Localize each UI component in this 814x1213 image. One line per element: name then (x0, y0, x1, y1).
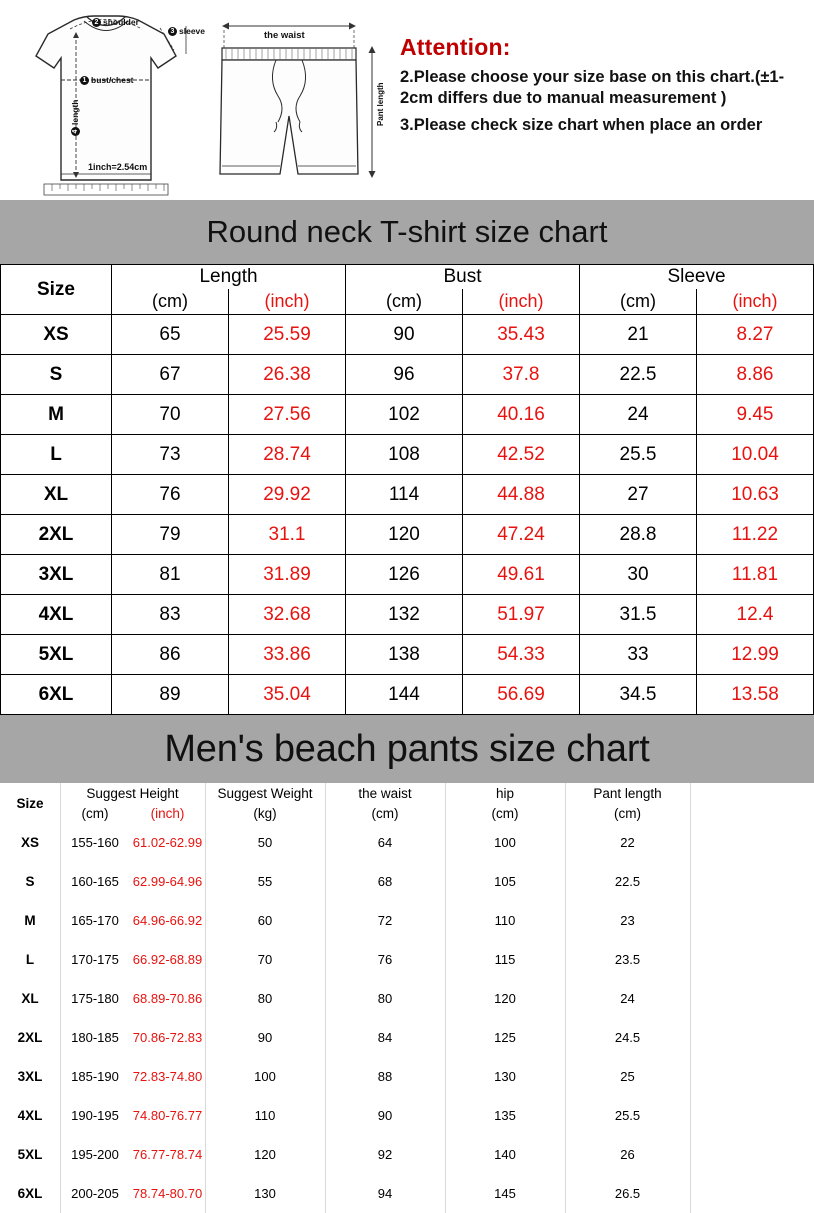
table-row (1, 515, 814, 555)
tshirt-length-inch: 28.74 (229, 435, 346, 475)
pants-waist-cm: 94 (377, 1186, 393, 1201)
pants-unit-pantlength-cm: (cm) (614, 805, 641, 821)
tshirt-sleeve-inch: 13.58 (697, 675, 814, 715)
tshirt-row-size: 5XL (1, 635, 112, 675)
pants-unit-height-cm: (cm) (81, 805, 109, 821)
pants-height-inch: 70.86-72.83 (132, 1030, 203, 1045)
pants-weight-kg: 120 (254, 1147, 276, 1162)
tshirt-sleeve-cm: 27 (580, 475, 697, 515)
pants-hip-cm: 135 (494, 1108, 516, 1123)
length-number: 4 (71, 127, 80, 136)
tshirt-unit-bust-inch: (inch) (463, 289, 580, 315)
pants-chart-title-band (0, 715, 814, 783)
pants-row-spacer (690, 862, 814, 901)
tshirt-unit-bust-cm: (cm) (346, 289, 463, 315)
table-row (1, 635, 814, 675)
pants-divider (690, 783, 691, 1213)
table-row (0, 1096, 814, 1135)
table-row (0, 940, 814, 979)
tshirt-bust-inch: 42.52 (463, 435, 580, 475)
length-label: 4length (70, 136, 107, 146)
pants-height-inch: 76.77-78.74 (132, 1147, 203, 1162)
pants-height-cm: 165-170 (71, 913, 119, 928)
tshirt-sleeve-cm: 31.5 (580, 595, 697, 635)
tshirt-bust-inch: 51.97 (463, 595, 580, 635)
pants-height-inch: 62.99-64.96 (132, 874, 203, 889)
tshirt-length-cm: 73 (112, 435, 229, 475)
tshirt-sleeve-inch: 9.45 (697, 395, 814, 435)
pants-height-inch: 61.02-62.99 (132, 835, 203, 850)
pants-size-header: Size (16, 795, 44, 811)
tshirt-length-inch: 35.04 (229, 675, 346, 715)
pants-waist-cm: 84 (377, 1030, 393, 1045)
pants-row-size: 6XL (17, 1186, 43, 1201)
tshirt-length-inch: 32.68 (229, 595, 346, 635)
pants-height-cm: 190-195 (71, 1108, 119, 1123)
table-row (1, 675, 814, 715)
pants-pantlength-cm: 23.5 (614, 952, 641, 967)
tshirt-bust-inch: 40.16 (463, 395, 580, 435)
table-row (0, 901, 814, 940)
pants-hip-cm: 120 (494, 991, 516, 1006)
pants-row-spacer (690, 1174, 814, 1213)
pants-chart-title: Men's beach pants size chart (164, 727, 650, 770)
tshirt-bust-cm: 96 (346, 355, 463, 395)
pants-height-cm: 160-165 (71, 874, 119, 889)
shoulder-label: 2 shoulder (92, 17, 139, 27)
table-row (0, 979, 814, 1018)
pants-height-inch: 72.83-74.80 (132, 1069, 203, 1084)
pants-weight-kg: 110 (254, 1108, 276, 1123)
pants-hip-cm: 110 (494, 913, 516, 928)
tshirt-group-length: Length (112, 265, 346, 290)
pants-height-inch: 64.96-66.92 (132, 913, 203, 928)
pants-header-row (0, 783, 814, 803)
pants-row-size: 2XL (17, 1030, 43, 1045)
pants-hip-cm: 100 (494, 835, 516, 850)
tshirt-sleeve-inch: 10.63 (697, 475, 814, 515)
pants-waist-cm: 80 (377, 991, 393, 1006)
tshirt-row-size: 2XL (1, 515, 112, 555)
pants-row-size: 3XL (17, 1069, 43, 1084)
pants-row-spacer (690, 979, 814, 1018)
attention-block (400, 34, 808, 141)
tshirt-unit-sleeve-cm: (cm) (580, 289, 697, 315)
pants-height-cm: 155-160 (71, 835, 119, 850)
pants-waist-cm: 76 (377, 952, 393, 967)
tshirt-row-size: XS (1, 315, 112, 355)
pants-divider (60, 783, 61, 1213)
pant-length-label: Pant length (376, 82, 385, 126)
pants-waist-cm: 92 (377, 1147, 393, 1162)
table-row (1, 475, 814, 515)
tshirt-length-cm: 67 (112, 355, 229, 395)
tshirt-length-cm: 65 (112, 315, 229, 355)
tshirt-sleeve-inch: 11.81 (697, 555, 814, 595)
tshirt-length-inch: 29.92 (229, 475, 346, 515)
tshirt-sleeve-inch: 12.99 (697, 635, 814, 675)
tshirt-sleeve-cm: 28.8 (580, 515, 697, 555)
pants-divider (565, 783, 566, 1213)
pants-height-cm: 200-205 (71, 1186, 119, 1201)
tshirt-bust-cm: 108 (346, 435, 463, 475)
pants-height-cm: 185-190 (71, 1069, 119, 1084)
tshirt-bust-cm: 114 (346, 475, 463, 515)
inch-conversion-label: 1inch=2.54cm (88, 162, 148, 172)
tshirt-length-inch: 27.56 (229, 395, 346, 435)
pants-weight-kg: 80 (257, 991, 273, 1006)
bust-number: 1 (80, 76, 89, 85)
tshirt-unit-header-row (1, 289, 814, 315)
pants-height-cm: 180-185 (71, 1030, 119, 1045)
tshirt-bust-inch: 37.8 (463, 355, 580, 395)
table-row (0, 823, 814, 862)
tshirt-bust-inch: 56.69 (463, 675, 580, 715)
attention-line-2: 3.Please check size chart when place an order (400, 115, 763, 134)
pants-height-cm: 170-175 (71, 952, 119, 967)
pants-weight-kg: 50 (257, 835, 273, 850)
pants-weight-kg: 130 (254, 1186, 276, 1201)
pants-header-hip: hip (495, 785, 514, 801)
pants-header-pantlength: Pant length (593, 785, 662, 801)
pants-hip-cm: 125 (494, 1030, 516, 1045)
pants-unit-hip-cm: (cm) (491, 805, 519, 821)
tshirt-length-cm: 81 (112, 555, 229, 595)
pants-weight-kg: 55 (257, 874, 273, 889)
pants-pantlength-cm: 24.5 (614, 1030, 641, 1045)
tshirt-length-cm: 76 (112, 475, 229, 515)
tshirt-size-header: Size (1, 265, 112, 315)
pants-height-cm: 195-200 (71, 1147, 119, 1162)
pants-waist-cm: 64 (377, 835, 393, 850)
bust-label: 1 bust/chest (80, 75, 134, 85)
tshirt-row-size: S (1, 355, 112, 395)
tshirt-group-sleeve: Sleeve (580, 265, 814, 290)
pants-table-wrapper (0, 783, 814, 1213)
tshirt-sleeve-cm: 34.5 (580, 675, 697, 715)
pants-row-size: S (25, 874, 35, 889)
pants-row-size: XS (20, 835, 39, 850)
pants-row-size: L (25, 952, 35, 967)
tshirt-group-header-row (1, 265, 814, 290)
tshirt-bust-cm: 126 (346, 555, 463, 595)
pants-hip-cm: 115 (494, 952, 516, 967)
tshirt-length-inch: 31.89 (229, 555, 346, 595)
pants-height-cm: 175-180 (71, 991, 119, 1006)
tshirt-sleeve-cm: 33 (580, 635, 697, 675)
pants-weight-kg: 60 (257, 913, 273, 928)
tshirt-length-inch: 25.59 (229, 315, 346, 355)
tshirt-length-cm: 79 (112, 515, 229, 555)
pants-row-spacer (690, 823, 814, 862)
pants-row-spacer (690, 940, 814, 979)
tshirt-row-size: 4XL (1, 595, 112, 635)
table-row (1, 355, 814, 395)
pants-row-spacer (690, 1018, 814, 1057)
tshirt-row-size: 6XL (1, 675, 112, 715)
tshirt-chart-title: Round neck T-shirt size chart (206, 214, 608, 249)
tshirt-sleeve-cm: 22.5 (580, 355, 697, 395)
tshirt-size-table (0, 264, 814, 715)
pants-row-size: XL (21, 991, 39, 1006)
pants-unit-spacer (690, 803, 814, 823)
tshirt-sleeve-inch: 11.22 (697, 515, 814, 555)
tshirt-group-bust: Bust (346, 265, 580, 290)
pants-waist-cm: 90 (377, 1108, 393, 1123)
pants-row-spacer (690, 1096, 814, 1135)
tshirt-sleeve-cm: 30 (580, 555, 697, 595)
shoulder-number: 2 (92, 18, 101, 27)
sleeve-number: 3 (168, 27, 177, 36)
table-row (0, 1018, 814, 1057)
tshirt-length-inch: 33.86 (229, 635, 346, 675)
pants-pantlength-cm: 23 (620, 913, 635, 928)
tshirt-length-cm: 70 (112, 395, 229, 435)
pants-waist-cm: 88 (377, 1069, 393, 1084)
pants-row-spacer (690, 1057, 814, 1096)
shorts-diagram (206, 4, 391, 200)
pants-weight-kg: 70 (257, 952, 273, 967)
pants-waist-cm: 72 (377, 913, 393, 928)
tshirt-sleeve-cm: 21 (580, 315, 697, 355)
pants-pantlength-cm: 22.5 (614, 874, 641, 889)
tshirt-bust-inch: 35.43 (463, 315, 580, 355)
pants-header-weight: Suggest Weight (217, 785, 313, 801)
tshirt-bust-cm: 138 (346, 635, 463, 675)
tshirt-sleeve-cm: 24 (580, 395, 697, 435)
tshirt-row-size: 3XL (1, 555, 112, 595)
tshirt-diagram (8, 4, 204, 200)
tshirt-bust-inch: 54.33 (463, 635, 580, 675)
pants-unit-weight-kg: (kg) (253, 805, 277, 821)
table-row (1, 315, 814, 355)
pants-height-inch: 66.92-68.89 (132, 952, 203, 967)
table-row (0, 862, 814, 901)
pants-row-size: 4XL (17, 1108, 43, 1123)
pants-height-inch: 78.74-80.70 (132, 1186, 203, 1201)
tshirt-bust-cm: 132 (346, 595, 463, 635)
tshirt-bust-cm: 102 (346, 395, 463, 435)
tshirt-unit-sleeve-inch: (inch) (697, 289, 814, 315)
table-row (1, 435, 814, 475)
pants-pantlength-cm: 25.5 (614, 1108, 641, 1123)
pants-hip-cm: 105 (494, 874, 516, 889)
pants-pantlength-cm: 22 (620, 835, 635, 850)
pants-unit-waist-cm: (cm) (371, 805, 399, 821)
table-row (1, 555, 814, 595)
table-row (1, 595, 814, 635)
pants-header-height: Suggest Height (86, 785, 179, 801)
sleeve-label: 3 sleeve (168, 26, 205, 36)
attention-title: Attention: (400, 34, 511, 60)
pants-hip-cm: 145 (494, 1186, 516, 1201)
tshirt-chart-title-band (0, 200, 814, 264)
tshirt-bust-inch: 49.61 (463, 555, 580, 595)
pants-divider (445, 783, 446, 1213)
tshirt-row-size: XL (1, 475, 112, 515)
tshirt-bust-inch: 47.24 (463, 515, 580, 555)
waist-label: the waist (264, 30, 305, 41)
pants-size-table (0, 783, 814, 1213)
pants-pantlength-cm: 26 (620, 1147, 635, 1162)
tshirt-sleeve-inch: 8.27 (697, 315, 814, 355)
pants-height-inch: 74.80-76.77 (132, 1108, 203, 1123)
tshirt-row-size: L (1, 435, 112, 475)
tshirt-sleeve-inch: 12.4 (697, 595, 814, 635)
pants-weight-kg: 100 (254, 1069, 276, 1084)
pants-hip-cm: 140 (494, 1147, 516, 1162)
pants-pantlength-cm: 26.5 (614, 1186, 641, 1201)
pants-header-spacer (690, 783, 814, 803)
measurement-diagram-section (0, 0, 814, 200)
tshirt-length-cm: 86 (112, 635, 229, 675)
pants-header-waist: the waist (358, 785, 412, 801)
pants-unit-row (0, 803, 814, 823)
tshirt-unit-length-cm: (cm) (112, 289, 229, 315)
table-row (0, 1174, 814, 1213)
tshirt-bust-inch: 44.88 (463, 475, 580, 515)
tshirt-length-inch: 26.38 (229, 355, 346, 395)
tshirt-length-inch: 31.1 (229, 515, 346, 555)
table-row (0, 1057, 814, 1096)
tshirt-sleeve-inch: 8.86 (697, 355, 814, 395)
pants-row-spacer (690, 901, 814, 940)
pants-row-spacer (690, 1135, 814, 1174)
pants-divider (325, 783, 326, 1213)
pants-pantlength-cm: 24 (620, 991, 635, 1006)
tshirt-length-cm: 83 (112, 595, 229, 635)
pants-weight-kg: 90 (257, 1030, 273, 1045)
pants-row-size: 5XL (17, 1147, 43, 1162)
pants-hip-cm: 130 (494, 1069, 516, 1084)
tshirt-bust-cm: 120 (346, 515, 463, 555)
tshirt-bust-cm: 90 (346, 315, 463, 355)
pants-unit-height-inch: (inch) (150, 805, 185, 821)
pants-pantlength-cm: 25 (620, 1069, 635, 1084)
attention-line-1: 2.Please choose your size base on this chart.(±1-2cm differs due to manual measurement ) (400, 68, 785, 107)
tshirt-sleeve-cm: 25.5 (580, 435, 697, 475)
tshirt-row-size: M (1, 395, 112, 435)
table-row (0, 1135, 814, 1174)
pants-waist-cm: 68 (377, 874, 393, 889)
pants-divider (205, 783, 206, 1213)
pants-row-size: M (24, 913, 36, 928)
pants-height-inch: 68.89-70.86 (132, 991, 203, 1006)
table-row (1, 395, 814, 435)
tshirt-bust-cm: 144 (346, 675, 463, 715)
tshirt-sleeve-inch: 10.04 (697, 435, 814, 475)
tshirt-unit-length-inch: (inch) (229, 289, 346, 315)
tshirt-length-cm: 89 (112, 675, 229, 715)
